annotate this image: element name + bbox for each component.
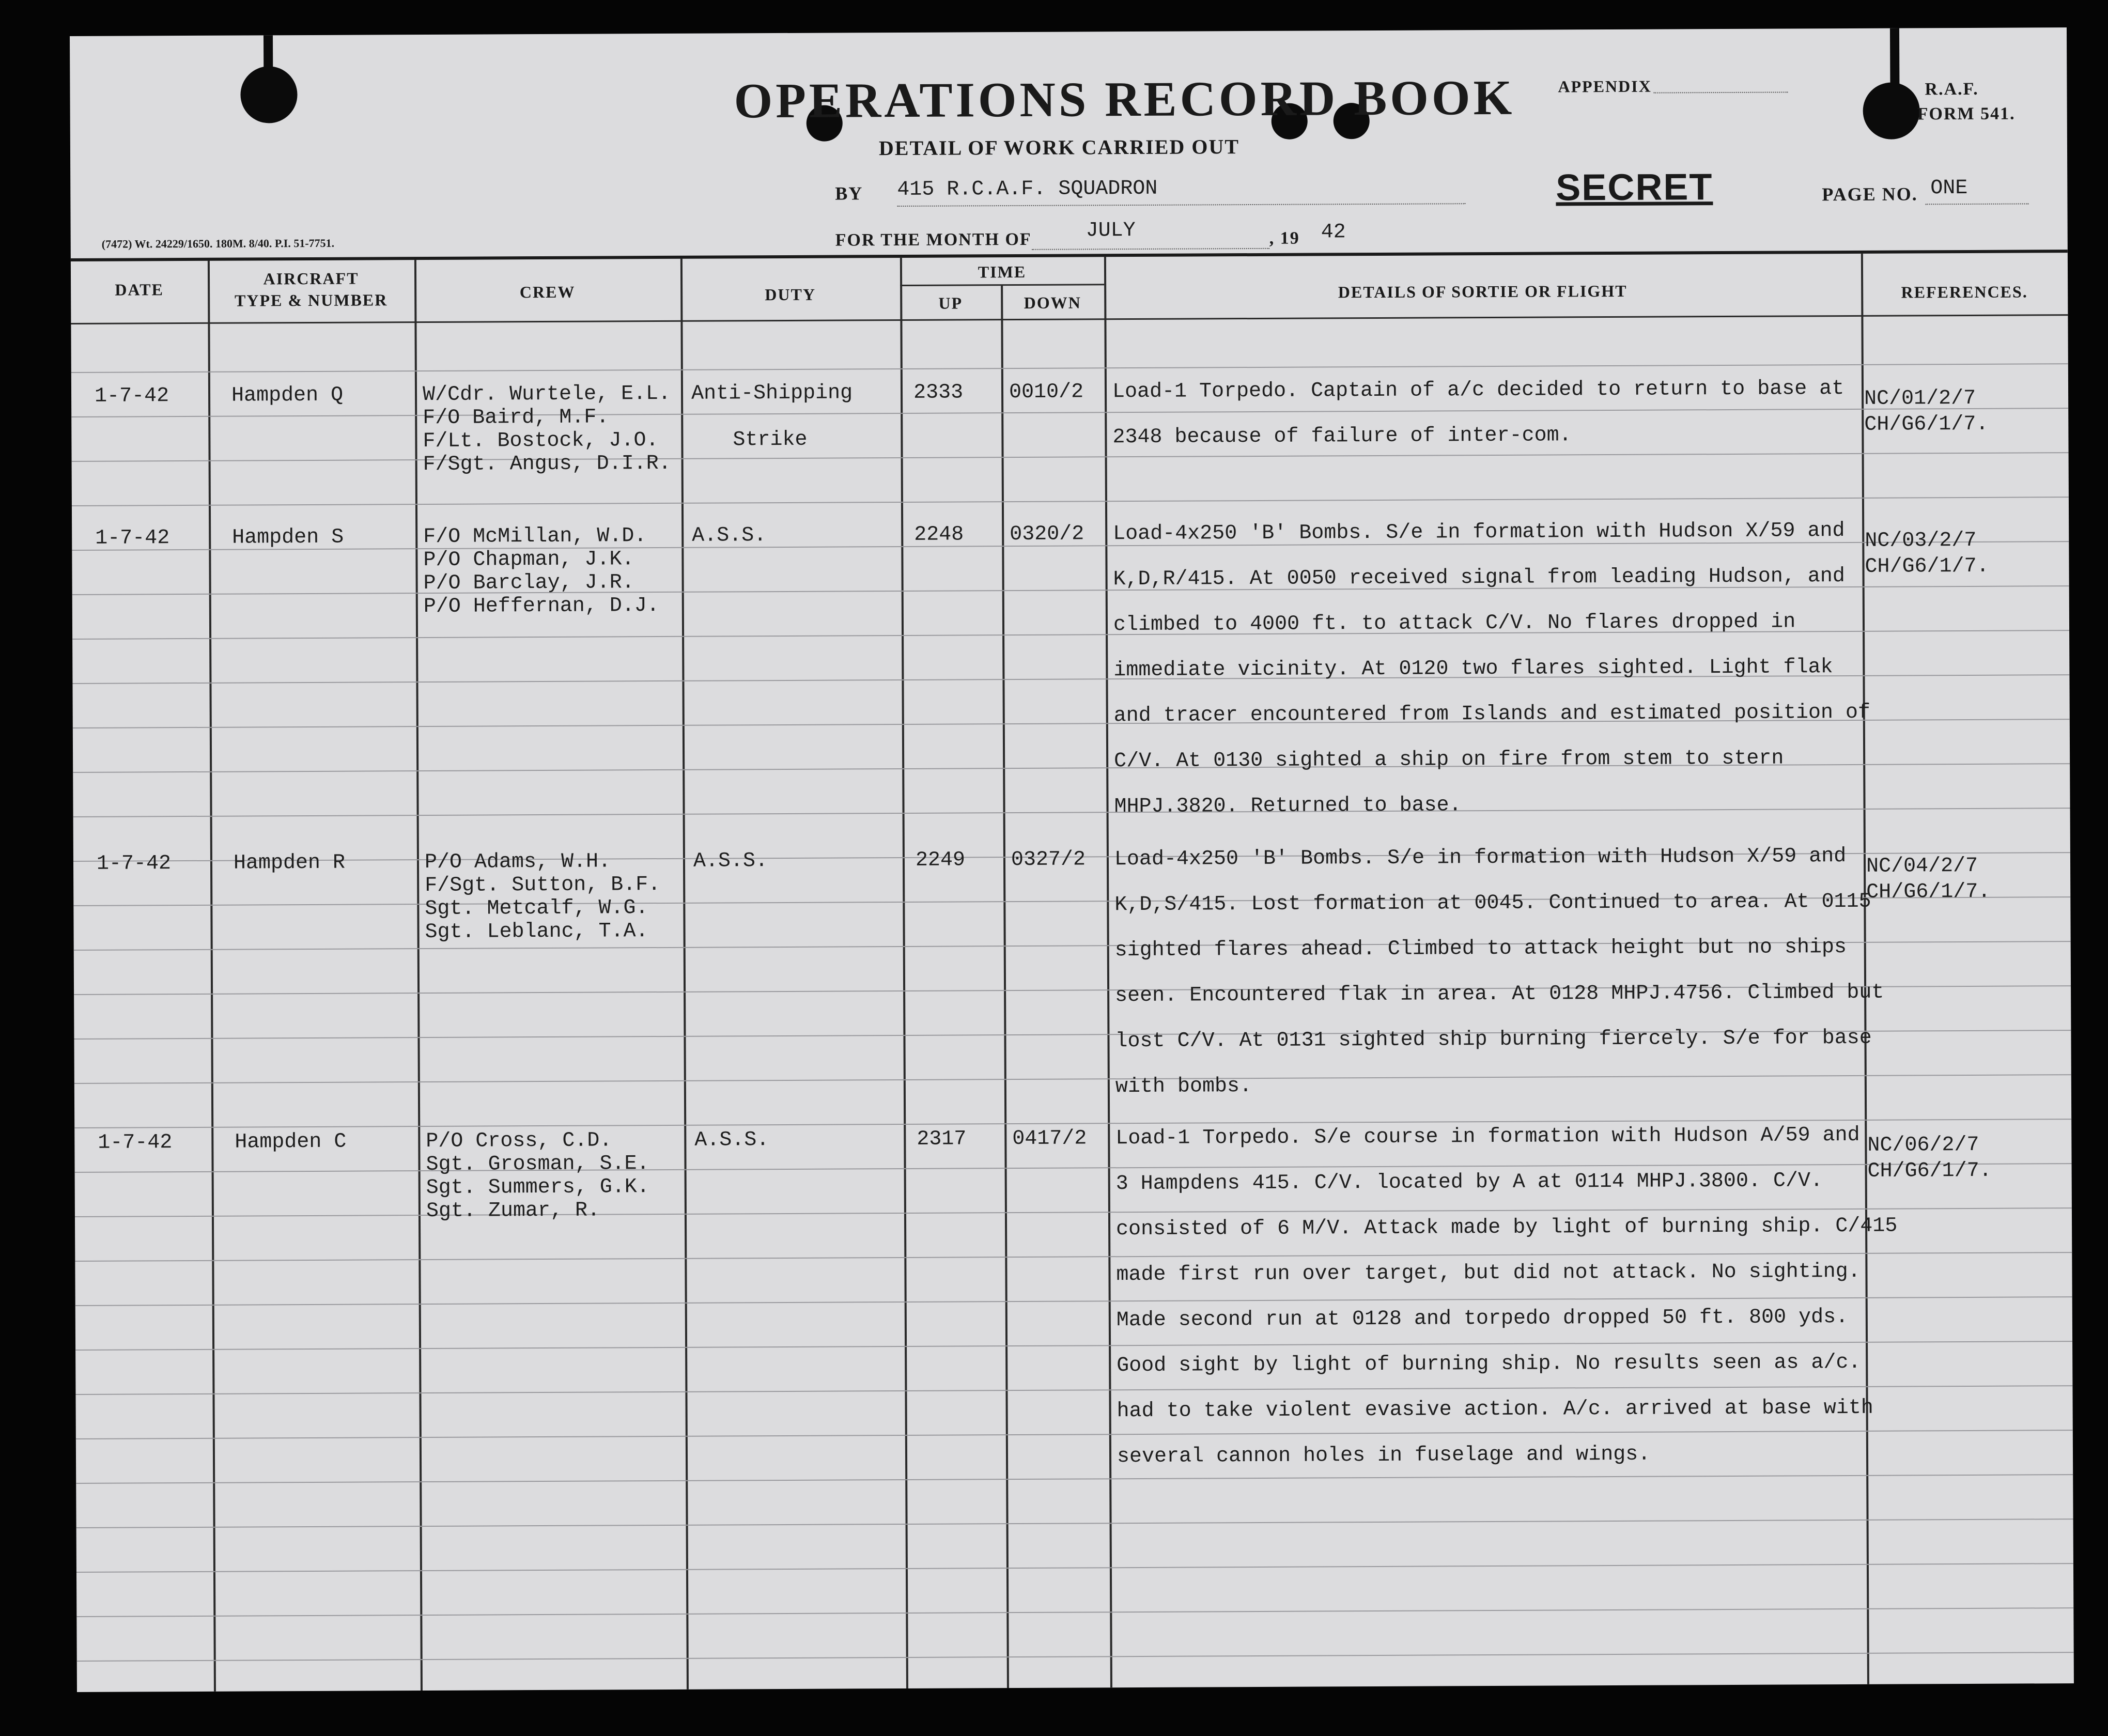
entry-detail-line: had to take violent evasive action. A/c. arrived at base with (1117, 1396, 1873, 1423)
entry-detail-line: Load-1 Torpedo. S/e course in formation with Hudson A/59 and (1115, 1123, 1860, 1151)
entry-crew-member: Sgt. Summers, G.K. (426, 1175, 649, 1200)
page-number-value: ONE (1930, 176, 1968, 200)
entry-reference: CH/G6/1/7. (1865, 554, 1989, 579)
entry-detail-line: several cannon holes in fuselage and wings. (1117, 1443, 1651, 1469)
col-divider-details (1861, 253, 1869, 1684)
form-number: FORM 541. (1917, 104, 2016, 124)
entry-crew-member: F/O Baird, M.F. (423, 406, 609, 430)
entry-detail-line: C/V. At 0130 sighted a ship on fire from stem to stern (1114, 747, 1784, 773)
entry-crew-member: P/O Adams, W.H. (424, 850, 611, 875)
punch-hole-left (240, 66, 297, 123)
header-date: DATE (115, 280, 164, 299)
entry-date: 1-7-42 (94, 384, 169, 408)
ruled-line (77, 1652, 2074, 1662)
entry-crew-member: P/O Barclay, J.R. (423, 571, 634, 596)
col-divider-date (208, 260, 216, 1692)
header-references: REFERENCES. (1901, 282, 2028, 302)
classification-stamp: SECRET (1556, 166, 1713, 209)
year-value: 42 (1321, 221, 1346, 244)
entry-crew-member: F/O McMillan, W.D. (423, 524, 647, 549)
ruled-line (76, 1563, 2073, 1573)
entry-reference: CH/G6/1/7. (1867, 1159, 1992, 1183)
header-up: UP (938, 293, 963, 313)
entry-detail-line: made first run over target, but did not attack. No sighting. (1116, 1260, 1861, 1287)
binder-spike-right (1890, 28, 1900, 90)
entry-duty: Anti-Shipping (691, 381, 853, 406)
entry-reference: NC/01/2/7 (1864, 386, 1976, 411)
entry-time-up: 2249 (915, 848, 966, 872)
header-details: DETAILS OF SORTIE OR FLIGHT (1338, 281, 1628, 302)
ruled-line (73, 808, 2070, 817)
entry-detail-line: MHPJ.3820. Returned to base. (1114, 794, 1462, 819)
header-crew: CREW (519, 282, 576, 302)
ruled-line (76, 1430, 2073, 1439)
ruled-line (76, 1474, 2073, 1484)
ruled-line (72, 452, 2069, 462)
entry-detail-line: climbed to 4000 ft. to attack C/V. No flares dropped in (1113, 610, 1796, 637)
page-number-label: PAGE NO. (1822, 183, 1918, 205)
entry-duty: A.S.S. (693, 849, 768, 873)
year-prefix: , 19 (1269, 228, 1300, 248)
page-title: OPERATIONS RECORD BOOK (734, 69, 1515, 129)
col-divider-duty (900, 257, 908, 1688)
appendix-line (1654, 91, 1788, 93)
entry-detail-line: Load-1 Torpedo. Captain of a/c decided to return to base at (1112, 377, 1845, 404)
entry-aircraft: Hampden Q (231, 383, 344, 408)
entry-detail-line: K,D,R/415. At 0050 received signal from leading Hudson, and (1113, 565, 1845, 592)
ruled-line (75, 1385, 2072, 1395)
entry-reference: NC/04/2/7 (1866, 854, 1978, 878)
entry-detail-line: consisted of 6 M/V. Attack made by light of burning ship. C/415 (1115, 1214, 1898, 1242)
col-divider-aircraft (414, 259, 423, 1691)
entry-duty: A.S.S. (692, 524, 767, 548)
entry-detail-line: with bombs. (1115, 1075, 1252, 1099)
col-divider-up-down (1001, 285, 1009, 1688)
month-label: FOR THE MONTH OF (835, 229, 1032, 250)
entry-crew-member: Sgt. Grosman, S.E. (426, 1152, 649, 1177)
entry-crew-member: Sgt. Zumar, R. (426, 1199, 600, 1223)
entry-reference: NC/03/2/7 (1865, 529, 1977, 553)
entry-detail-line: and tracer encountered from Islands and estimated position of (1113, 701, 1871, 728)
by-label: BY (835, 183, 863, 204)
entry-crew-member: F/Sgt. Sutton, B.F. (425, 873, 661, 898)
entry-reference: CH/G6/1/7. (1866, 880, 1991, 904)
entry-crew-member: F/Lt. Bostock, J.O. (423, 429, 659, 454)
ruled-lines (70, 27, 2067, 36)
ruled-line (76, 1607, 2073, 1617)
entry-duty: Strike (733, 428, 808, 452)
entry-crew-member: P/O Heffernan, D.J. (423, 594, 659, 619)
entry-reference: CH/G6/1/7. (1864, 412, 1989, 437)
record-sheet (70, 27, 2074, 1692)
entry-detail-line: Load-4x250 'B' Bombs. S/e in formation with Hudson X/59 and (1114, 845, 1847, 872)
entry-detail-line: 3 Hampdens 415. C/V. located by A at 0114 MHPJ.3800. C/V. (1115, 1169, 1823, 1196)
entry-detail-line: Made second run at 0128 and torpedo dropped 50 ft. 800 yds. (1116, 1306, 1849, 1332)
entry-crew-member: P/O Cross, C.D. (426, 1129, 612, 1154)
month-value: JULY (1086, 219, 1136, 243)
entry-crew-member: F/Sgt. Angus, D.I.R. (423, 452, 671, 477)
header-down: DOWN (1024, 293, 1081, 312)
col-divider-crew (680, 258, 689, 1690)
table-top-rule (71, 250, 2068, 261)
entry-aircraft: Hampden R (233, 851, 346, 875)
entry-time-down: 0327/2 (1011, 848, 1086, 872)
header-time: TIME (978, 262, 1027, 282)
entry-time-down: 0010/2 (1009, 380, 1084, 405)
header-bottom-rule (71, 314, 2068, 324)
entry-date: 1-7-42 (96, 852, 172, 876)
entry-time-down: 0417/2 (1012, 1127, 1087, 1151)
raf-label: R.A.F. (1925, 79, 1979, 99)
entry-detail-line: Good sight by light of burning ship. No results seen as a/c. (1117, 1351, 1861, 1378)
entry-detail-line: sighted flares ahead. Climbed to attack height but no ships (1114, 936, 1847, 963)
ruled-line (71, 363, 2068, 373)
entry-detail-line: Load-4x250 'B' Bombs. S/e in formation with Hudson X/59 and (1113, 519, 1845, 546)
entry-detail-line: 2348 because of failure of inter-com. (1112, 424, 1572, 450)
entry-crew-member: P/O Chapman, J.K. (423, 548, 634, 572)
entry-crew-member: Sgt. Leblanc, T.A. (425, 920, 648, 944)
header-duty: DUTY (765, 285, 816, 304)
entry-duty: A.S.S. (694, 1128, 769, 1152)
entry-reference: NC/06/2/7 (1867, 1133, 1979, 1157)
ruled-line (75, 1341, 2072, 1351)
col-divider-time (1104, 256, 1112, 1687)
entry-detail-line: K,D,S/415. Lost formation at 0045. Continued to area. At 0115 (1114, 890, 1871, 917)
entry-date: 1-7-42 (95, 526, 170, 550)
ruled-line (71, 408, 2068, 417)
punch-hole-right (1863, 82, 1919, 139)
squadron-name: 415 R.C.A.F. SQUADRON (897, 177, 1158, 202)
ruled-line (74, 1074, 2071, 1084)
appendix-label: APPENDIX (1558, 76, 1652, 96)
entry-time-up: 2248 (914, 523, 964, 547)
entry-detail-line: lost C/V. At 0131 sighted ship burning fiercely. S/e for base (1115, 1026, 1872, 1053)
header-aircraft: AIRCRAFT TYPE & NUMBER (235, 269, 388, 310)
entry-crew-member: W/Cdr. Wurtele, E.L. (422, 382, 671, 407)
entry-time-down: 0320/2 (1010, 522, 1084, 547)
ruled-line (72, 497, 2069, 506)
entry-time-up: 2317 (917, 1127, 967, 1151)
month-line (1032, 248, 1269, 250)
page-number-line (1925, 203, 2028, 205)
entry-crew-member: Sgt. Metcalf, W.G. (425, 896, 648, 921)
ruled-line (76, 1518, 2073, 1528)
entry-time-up: 2333 (913, 381, 964, 405)
entry-detail-line: immediate vicinity. At 0120 two flares sighted. Light flak (1113, 656, 1833, 683)
entry-aircraft: Hampden C (235, 1130, 347, 1154)
entry-detail-line: seen. Encountered flak in area. At 0128 MHPJ.4756. Climbed but (1115, 981, 1884, 1008)
entry-date: 1-7-42 (98, 1131, 173, 1155)
entry-aircraft: Hampden S (232, 525, 344, 550)
ruled-line (75, 1296, 2072, 1306)
squadron-line (897, 203, 1465, 207)
print-code: (7472) Wt. 24229/1650. 180M. 8/40. P.I. 51-7751. (101, 236, 335, 251)
page-subtitle: DETAIL OF WORK CARRIED OUT (878, 135, 1240, 160)
